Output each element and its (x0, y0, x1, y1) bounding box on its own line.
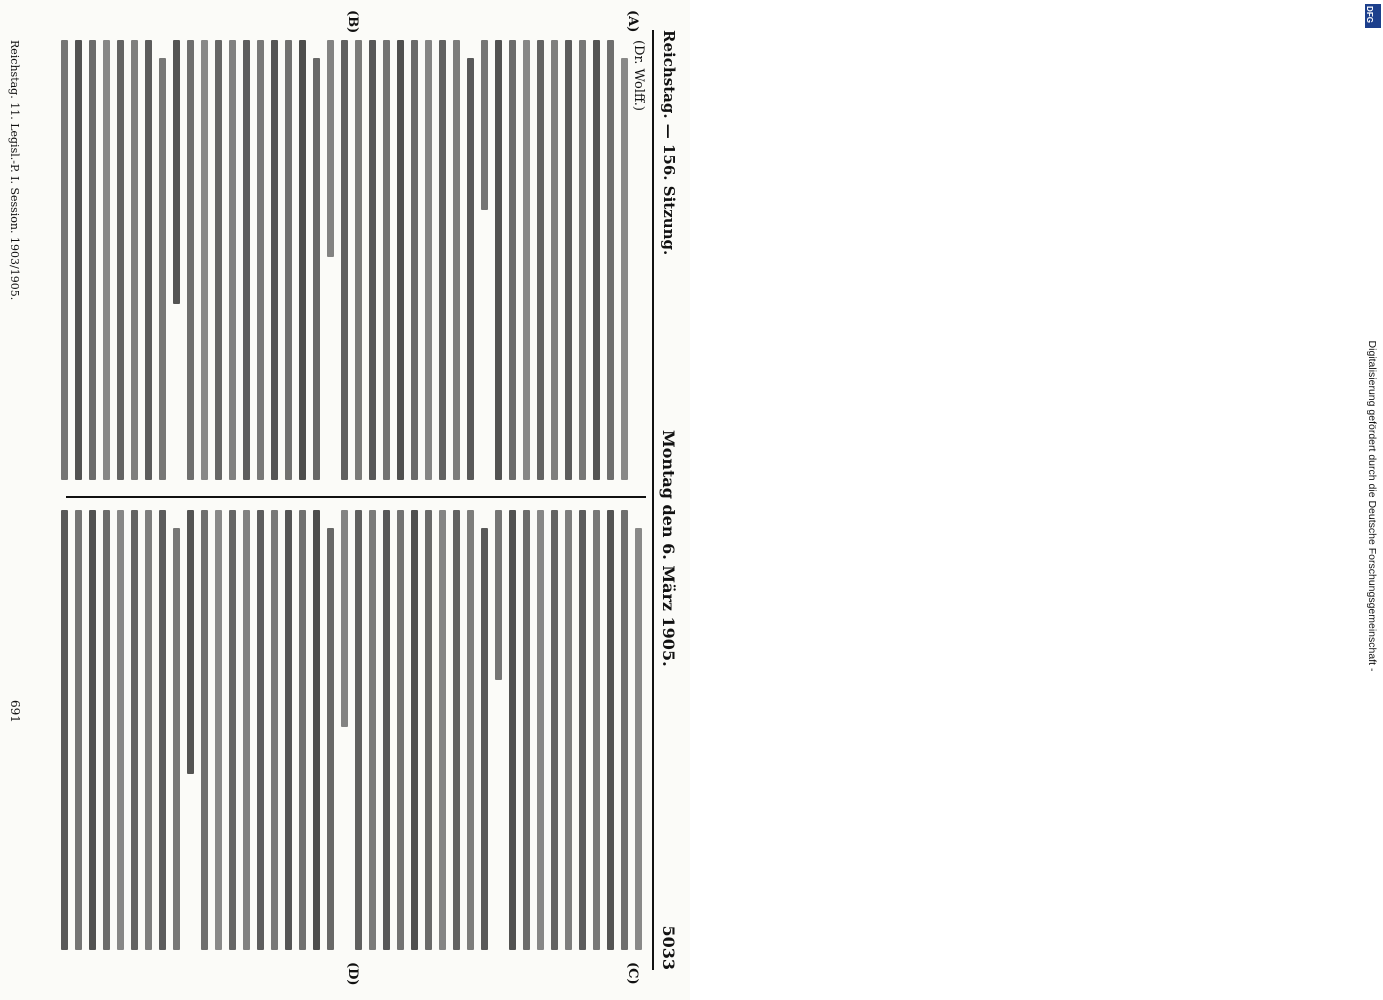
running-header (652, 30, 680, 970)
header-date: Montag den 6. März 1905. (659, 430, 678, 667)
body-text-line (467, 58, 474, 480)
body-text-line (397, 40, 404, 480)
body-text-line (215, 510, 222, 950)
footer-page-number: 691 (8, 700, 22, 723)
body-text-line (579, 510, 586, 950)
newspaper-page (0, 0, 690, 1000)
text-column-right (46, 510, 646, 956)
body-text-line (103, 40, 110, 480)
speaker-label: (Dr. Wolff.) (631, 40, 646, 111)
body-text-line (75, 40, 82, 480)
body-text-line (481, 40, 488, 210)
body-text-line (327, 528, 334, 950)
body-text-line (313, 510, 320, 950)
body-text-line (271, 510, 278, 950)
body-text-line (103, 510, 110, 950)
body-text-line (187, 40, 194, 480)
body-text-line (523, 510, 530, 950)
body-text-line (383, 40, 390, 480)
body-text-line (551, 510, 558, 950)
body-text-line (173, 40, 180, 304)
body-text-line (145, 40, 152, 480)
body-text-line (607, 510, 614, 950)
body-text-line (397, 510, 404, 950)
body-text-line (453, 510, 460, 950)
body-text-line (229, 40, 236, 480)
dfg-logo (1365, 4, 1381, 28)
body-text-line (271, 40, 278, 480)
body-text-line (131, 510, 138, 950)
body-text-line (551, 40, 558, 480)
body-text-line (439, 510, 446, 950)
body-text-line (145, 510, 152, 950)
body-text-line (117, 510, 124, 950)
margin-mark-c: (C) (625, 962, 640, 985)
body-text-line (481, 528, 488, 950)
body-text-line (229, 510, 236, 950)
footer-reference: Reichstag. 11. Legisl.-P. I. Session. 1903/1905. (8, 40, 21, 301)
credit-text: Digitalisierung gefördert durch die Deutsche Forschungsgemeinschaft - (1366, 340, 1378, 672)
body-text-line (313, 58, 320, 480)
body-text-line (257, 510, 264, 950)
body-text-line (299, 40, 306, 480)
body-text-line (243, 510, 250, 950)
body-text-line (257, 40, 264, 480)
body-text-line (201, 40, 208, 480)
body-text-line (215, 40, 222, 480)
body-text-line (607, 40, 614, 480)
body-text-line (201, 510, 208, 950)
margin-mark-b: (B) (345, 10, 360, 34)
body-text-line (523, 40, 530, 480)
body-text-line (439, 40, 446, 480)
body-text-line (327, 40, 334, 257)
body-text-line (411, 510, 418, 950)
body-text-line (341, 510, 348, 727)
body-text-line (243, 40, 250, 480)
body-text-line (61, 40, 68, 480)
body-text-line (89, 40, 96, 480)
body-text-line (593, 40, 600, 480)
body-text-line (285, 40, 292, 480)
body-text-line (579, 40, 586, 480)
body-text-line (159, 58, 166, 480)
header-page-number: 5033 (659, 925, 678, 970)
body-text-line (425, 510, 432, 950)
body-text-line (509, 510, 516, 950)
body-text-line (89, 510, 96, 950)
body-text-line (565, 510, 572, 950)
body-text-line (621, 510, 628, 950)
body-text-line (453, 40, 460, 480)
body-text-line (369, 40, 376, 480)
margin-mark-a: (A) (625, 10, 640, 33)
body-text-line (173, 528, 180, 950)
text-column-left (46, 40, 646, 486)
dfg-logo-text: DFG (1364, 6, 1374, 23)
body-text-line (369, 510, 376, 950)
body-text-line (355, 510, 362, 950)
column-divider (66, 496, 646, 498)
body-text-line (467, 510, 474, 950)
body-text-line (495, 510, 502, 680)
body-text-line (509, 40, 516, 480)
body-text-line (75, 510, 82, 950)
digitization-credit (1363, 30, 1381, 990)
body-text-line (159, 510, 166, 950)
body-text-line (285, 510, 292, 950)
body-text-line (355, 40, 362, 480)
body-text-line (61, 510, 68, 950)
body-text-line (495, 40, 502, 480)
body-text-line (131, 40, 138, 480)
body-text-line (383, 510, 390, 950)
body-text-line (299, 510, 306, 950)
body-text-line (593, 510, 600, 950)
body-text-line (537, 510, 544, 950)
body-text-line (621, 58, 628, 480)
body-text-line (635, 528, 642, 950)
body-text-line (117, 40, 124, 480)
body-text-line (537, 40, 544, 480)
body-text-line (425, 40, 432, 480)
header-session: Reichstag. — 156. Sitzung. (660, 30, 678, 256)
body-text-line (341, 40, 348, 480)
body-text-line (565, 40, 572, 480)
body-text-line (411, 40, 418, 480)
margin-mark-d: (D) (345, 962, 360, 986)
body-text-line (187, 510, 194, 774)
